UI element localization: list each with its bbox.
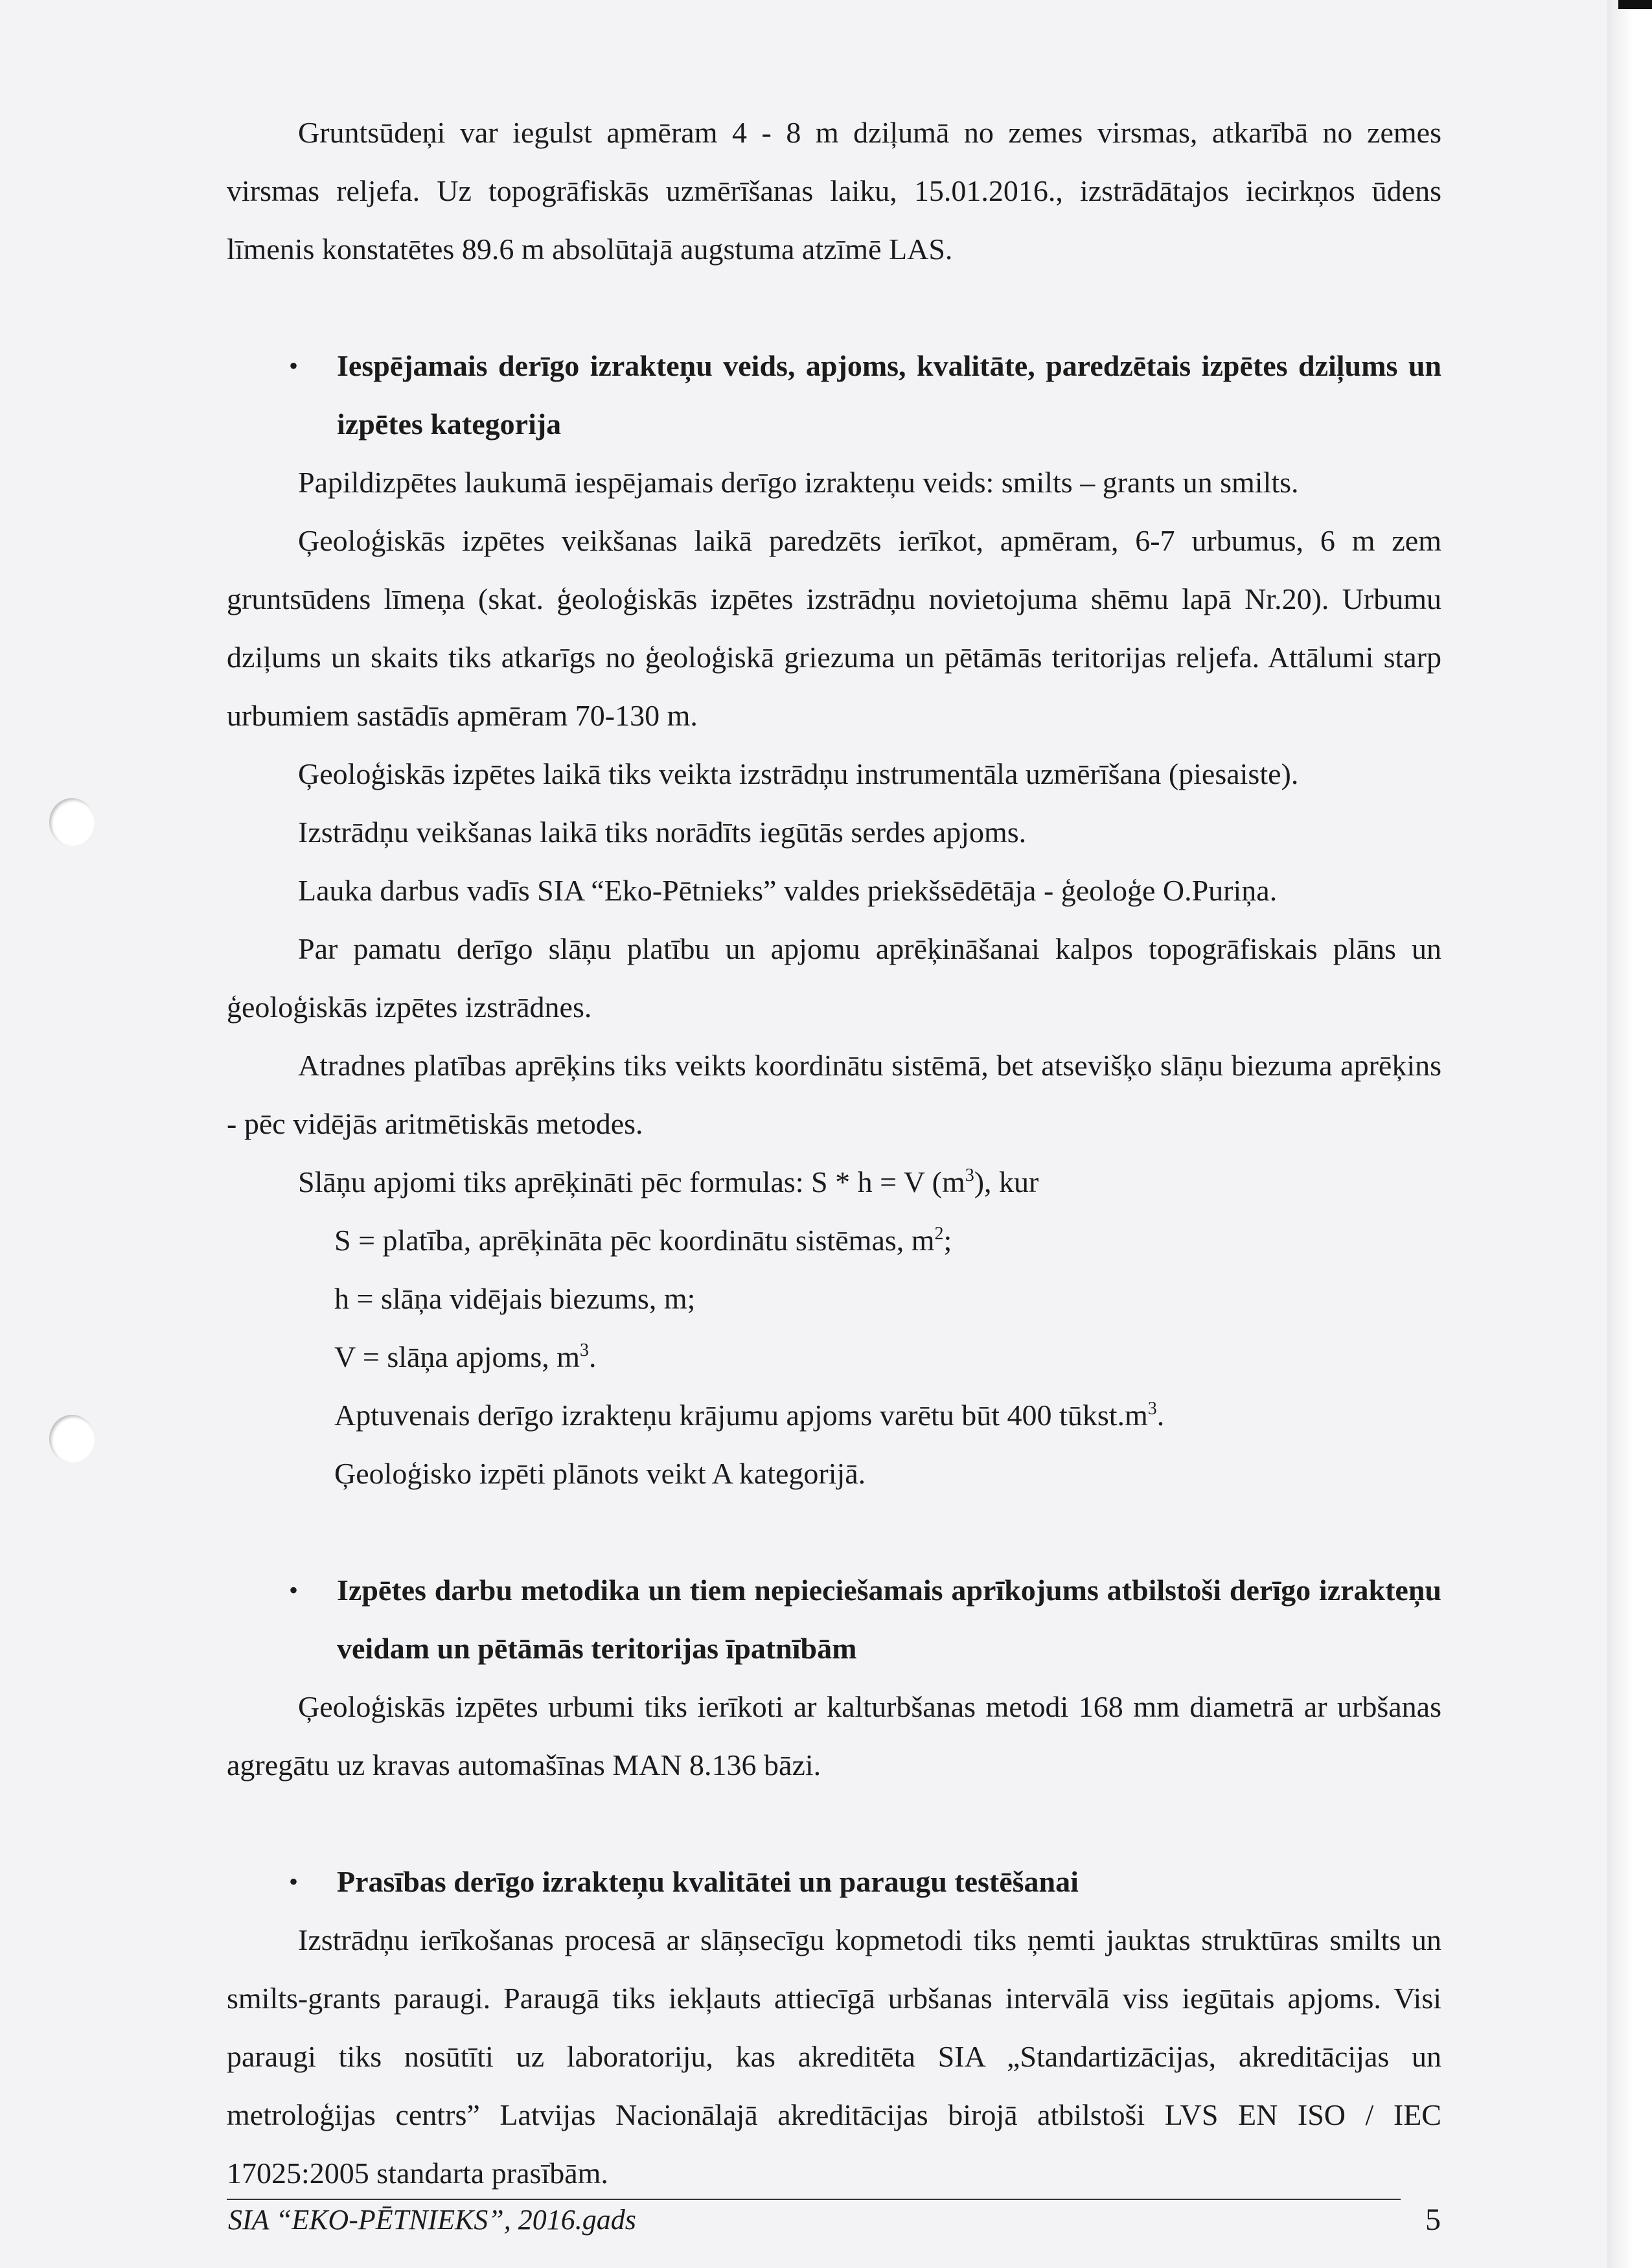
category-line: Ģeoloģisko izpēti plānots veikt A kategorijā.: [334, 1457, 866, 1490]
area-calculation-paragraph: Atradnes platības aprēķins tiks veikts koordinātu sistēmā, bet atsevišķo slāņu biezuma aprēķins - pēc vidējās aritmētiskās metodes.: [227, 1049, 1441, 1140]
formula-h-definition: h = slāņa vidējais biezums, m;: [334, 1282, 696, 1315]
core-volume-paragraph: Izstrādņu veikšanas laikā tiks norādīts iegūtās serdes apjoms.: [298, 816, 1027, 849]
footer-company: SIA “EKO-PĒTNIEKS”, 2016.gads: [228, 2204, 636, 2236]
bullet: •: [289, 351, 299, 380]
formula-s-definition: S = platība, aprēķināta pēc koordinātu sistēmas, $m^2$;: [334, 1224, 952, 1257]
calculation-basis-paragraph: Par pamatu derīgo slāņu platību un apjomu aprēķināšanai kalpos topogrāfiskais plāns un ģeoloģiskās izpētes izstrādnes.: [227, 932, 1441, 1024]
punch-hole-bottom: [49, 1415, 95, 1463]
boreholes-paragraph: Ģeoloģiskās izpētes veikšanas laikā paredzēts ierīkot, apmēram, 6-7 urbumus, 6 m zem gruntsūdens līmeņa (skat. ģeoloģiskās izpētes izstrādņu novietojuma shēmu lapā Nr.20). Urbumu dziļums un skaits tiks atkarīgs no ģeoloģiskā griezuma un pētāmās teritorijas reljefa. Attālumi starp urbumiem sastādīs apmēram 70-130 m.: [227, 524, 1441, 732]
survey-paragraph: Ģeoloģiskās izpētes laikā tiks veikta izstrādņu instrumentāla uzmērīšana (piesaiste).: [298, 757, 1299, 790]
mineral-type-paragraph: Papildizpētes laukumā iespējamais derīgo izrakteņu veids: smilts – grants un smilts.: [298, 466, 1299, 499]
punch-hole-top: [49, 798, 95, 846]
bullet: •: [289, 1867, 299, 1896]
scan-corner-mark: [1618, 0, 1652, 9]
section-heading-quality: • Prasības derīgo izrakteņu kvalitātei un paraugu testēšanai: [227, 1853, 1441, 1911]
section-heading-methodology: • Izpētes darbu metodika un tiem nepieciešamais aprīkojums atbilstoši derīgo izrakteņu veidam un pētāmās teritorijas īpatnībām: [227, 1561, 1441, 1678]
document-body: [227, 104, 1441, 2203]
groundwater-paragraph: Gruntsūdeņi var iegulst apmēram 4 - 8 m dziļumā no zemes virsmas, atkarībā no zemes virsmas reljefa. Uz topogrāfiskās uzmērīšanas laiku, 15.01.2016., izstrādātajos iecirkņos ūdens līmenis konstatētes 89.6 m absolūtajā augstuma atzīmē LAS.: [227, 116, 1441, 266]
page-edge: [1607, 0, 1652, 2268]
drilling-method-paragraph: Ģeoloģiskās izpētes urbumi tiks ierīkoti ar kalturbšanas metodi 168 mm diametrā ar urbšanas agregātu uz kravas automašīnas MAN 8.136 bāzi.: [227, 1690, 1441, 1781]
bullet: •: [289, 1575, 299, 1605]
formula-v-definition: V = slāņa apjoms, $m^3$.: [334, 1340, 597, 1373]
fieldwork-lead-paragraph: Lauka darbus vadīs SIA “Eko-Pētnieks” valdes priekšsēdētāja - ģeoloģe O.Puriņa.: [298, 874, 1278, 907]
approx-reserves-line: Aptuvenais derīgo izrakteņu krājumu apjoms varētu būt 400 $tūkst.m^3$.: [334, 1399, 1165, 1432]
page-number: 5: [1425, 2203, 1441, 2237]
section-heading-mineral-type: • Iespējamais derīgo izrakteņu veids, apjoms, kvalitāte, paredzētais izpētes dziļums un izpētes kategorija: [227, 337, 1441, 453]
formula-line: Slāņu apjomi tiks aprēķināti pēc formulas: S * h = V $(m^3)$, kur: [298, 1165, 1039, 1198]
sampling-paragraph: Izstrādņu ierīkošanas procesā ar slāņsecīgu kopmetodi tiks ņemti jauktas struktūras smilts un smilts-grants paraugi. Paraugā tiks iekļauts attiecīgā urbšanas intervālā viss iegūtais apjoms. Visi paraugi tiks nosūtīti uz laboratoriju, kas akreditēta SIA „Standartizācijas, akreditācijas un metroloģijas centrs” Latvijas Nacionālajā akreditācijas birojā atbilstoši LVS EN ISO / IEC 17025:2005 standarta prasībām.: [227, 1923, 1441, 2190]
